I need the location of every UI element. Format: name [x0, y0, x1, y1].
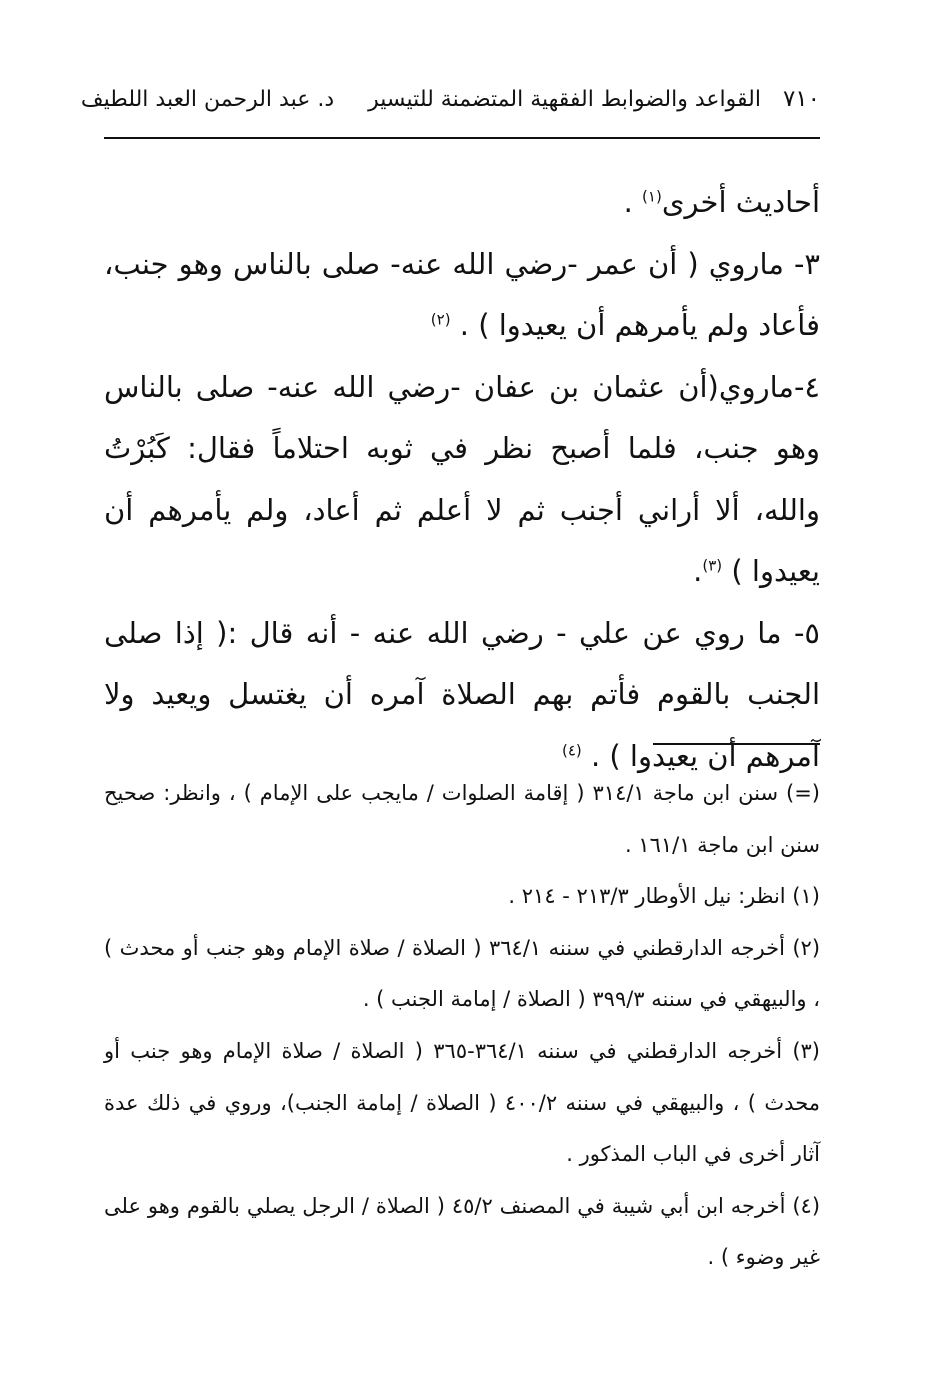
footnote-ref-4: (٤)	[561, 740, 582, 759]
intro-end: .	[623, 185, 643, 219]
item-4-end: .	[693, 554, 703, 588]
item-5-text: ٥- ما روي عن علي - رضي الله عنه - أنه قال :( إذا صلى الجنب بالقوم فأتم بهم الصلاة آمره أن يغتسل ويعيد ولا آمرهم أن يعيدوا ) .	[104, 615, 820, 773]
main-text	[104, 172, 820, 787]
item-4-paragraph	[104, 357, 820, 603]
item-5-paragraph	[104, 603, 820, 788]
footnote-ref-2: (٢)	[430, 310, 451, 329]
footnote-ref-3: (٣)	[702, 556, 723, 575]
intro-text: أحاديث أخرى	[661, 185, 820, 219]
item-3-paragraph	[104, 234, 820, 357]
footnote-4: (٤) أخرجه ابن أبي شيبة في المصنف ٤٥/٢ ( الصلاة / الرجل يصلي بالقوم وهو على غير وضوء ) .	[104, 1193, 821, 1270]
footnote-separator	[653, 743, 820, 745]
footnote-2: (٢) أخرجه الدارقطني في سننه ٣٦٤/١ ( الصلاة / صلاة الإمام وهو جنب أو محدث ) ، والبيهقي في سننه ٣٩٩/٣ ( الصلاة / إمامة الجنب ) .	[104, 935, 821, 1012]
intro-paragraph	[104, 172, 820, 234]
footnotes	[104, 768, 820, 1284]
footnote-3: (٣) أخرجه الدارقطني في سننه ٣٦٤/١-٣٦٥ ( الصلاة / صلاة الإمام وهو جنب أو محدث ) ، والبيهقي في سننه ٤٠٠/٢ ( الصلاة / إمامة الجنب)، وروي في ذلك عدة آثار أخرى في الباب المذكور .	[104, 1038, 820, 1167]
footnote-1: (١) انظر: نيل الأوطار ٢١٣/٣ - ٢١٤ .	[508, 884, 820, 909]
header-rule	[104, 137, 820, 139]
footnote-continued: (=) سنن ابن ماجة ٣١٤/١ ( إقامة الصلوات / مايجب على الإمام ) ، وانظر: صحيح سنن ابن ماجة ١٦١/١ .	[104, 781, 821, 857]
item-3-text: ٣- ماروي ( أن عمر -رضي الله عنه- صلى بالناس وهو جنب، فأعاد ولم يأمرهم أن يعيدوا ) .	[104, 246, 820, 342]
book-title: القواعد والضوابط الفقهية المتضمنة للتيسير	[368, 87, 761, 112]
running-header	[80, 86, 820, 126]
author-name: د. عبد الرحمن العبد اللطيف	[80, 87, 335, 112]
footnote-ref-1: (١)	[642, 187, 662, 206]
page-number: ٧١٠	[782, 86, 820, 112]
item-4-text: ٤-ماروي(أن عثمان بن عفان -رضي الله عنه- صلى بالناس وهو جنب، فلما أصبح نظر في ثوبه احتلاماً فقال: كَبُرْتُ والله، ألا أراني أجنب ثم لا أعلم ثم أعاد، ولم يأمرهم أن يعيدوا )	[104, 369, 820, 588]
